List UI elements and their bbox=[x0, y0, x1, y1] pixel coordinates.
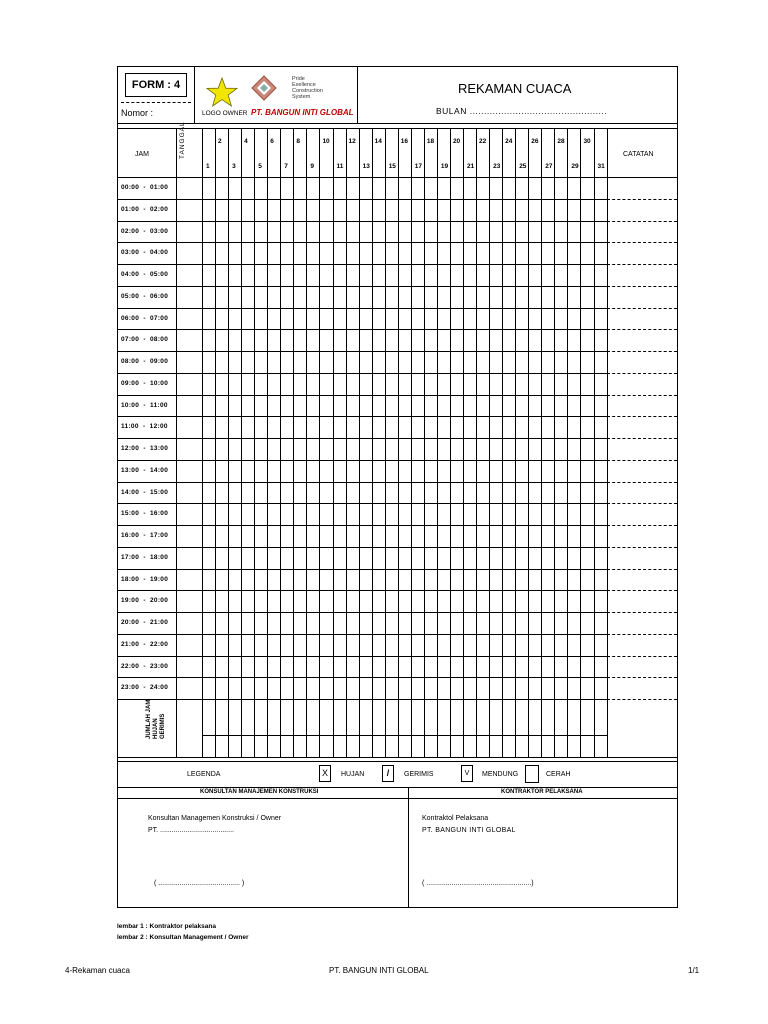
day-number: 26 bbox=[531, 138, 539, 145]
time-slot-label: 02:00 - 03:00 bbox=[121, 227, 169, 235]
row-line bbox=[118, 460, 607, 461]
star-icon bbox=[206, 77, 238, 107]
row-line bbox=[118, 612, 607, 613]
footer-page-number: 1/1 bbox=[688, 966, 700, 975]
time-slot-label: 07:00 - 08:00 bbox=[121, 336, 169, 344]
catatan-row-line bbox=[607, 221, 677, 222]
time-slot-label: 06:00 - 07:00 bbox=[121, 314, 169, 322]
catatan-row-line bbox=[607, 482, 677, 483]
konsultan-header: KONSULTAN MANAJEMEN KONSTRUKSI bbox=[200, 789, 319, 795]
catatan-row-line bbox=[607, 395, 677, 396]
konsultan-signature: ( .......................................... ) bbox=[154, 880, 245, 887]
note-lembar-1: lembar 1 : Kontraktor pelaksana bbox=[117, 923, 216, 930]
time-slot-label: 13:00 - 14:00 bbox=[121, 466, 169, 474]
day-number: 28 bbox=[557, 138, 565, 145]
day-column-line bbox=[502, 128, 503, 757]
day-column-line bbox=[385, 128, 386, 757]
company-logo-icon bbox=[251, 75, 277, 101]
time-slot-label: 17:00 - 18:00 bbox=[121, 553, 169, 561]
catatan-row-line bbox=[607, 547, 677, 548]
jam-header: JAM bbox=[135, 151, 149, 158]
day-column-line bbox=[541, 128, 542, 757]
time-slot-label: 15:00 - 16:00 bbox=[121, 510, 169, 518]
day-number: 27 bbox=[545, 163, 553, 170]
mendung-symbol-box: V bbox=[461, 765, 473, 782]
catatan-row-line bbox=[607, 569, 677, 570]
day-number: 3 bbox=[232, 163, 236, 170]
time-slot-label: 10:00 - 11:00 bbox=[121, 401, 168, 409]
day-column-line bbox=[319, 128, 320, 757]
catatan-row-line bbox=[607, 438, 677, 439]
time-slot-label: 03:00 - 04:00 bbox=[121, 249, 169, 257]
day-number: 19 bbox=[440, 163, 449, 170]
header-bottom-line bbox=[118, 177, 677, 178]
row-line bbox=[118, 547, 607, 548]
time-slot-label: 11:00 - 12:00 bbox=[121, 423, 168, 431]
day-column-line bbox=[594, 128, 595, 757]
row-line bbox=[118, 221, 607, 222]
row-line bbox=[118, 329, 607, 330]
time-slot-label: 01:00 - 02:00 bbox=[121, 205, 169, 213]
company-logo-name: PT. BANGUN INTI GLOBAL bbox=[251, 108, 354, 117]
day-number: 12 bbox=[348, 138, 356, 145]
row-line bbox=[118, 503, 607, 504]
form-number-box: FORM : 4 bbox=[125, 73, 187, 97]
day-number: 18 bbox=[426, 138, 435, 145]
hujan-legend-text: HUJAN bbox=[341, 771, 365, 778]
day-column-line bbox=[554, 128, 555, 757]
time-slot-label: 05:00 - 06:00 bbox=[121, 292, 169, 300]
day-column-line bbox=[202, 128, 203, 757]
catatan-header: CATATAN bbox=[623, 151, 654, 158]
row-line bbox=[118, 199, 607, 200]
day-number: 13 bbox=[362, 163, 370, 170]
page-title: REKAMAN CUACA bbox=[458, 81, 572, 96]
time-slot-label: 14:00 - 15:00 bbox=[121, 488, 169, 496]
day-number: 10 bbox=[322, 138, 330, 145]
time-slot-label: 19:00 - 20:00 bbox=[121, 597, 169, 605]
day-column-line bbox=[254, 128, 255, 757]
catatan-row-line bbox=[607, 525, 677, 526]
day-number: 25 bbox=[519, 163, 527, 170]
time-slot-label: 21:00 - 22:00 bbox=[121, 640, 169, 648]
day-number: 30 bbox=[583, 138, 591, 145]
day-column-line bbox=[437, 128, 438, 757]
day-column-line bbox=[450, 128, 451, 757]
day-column-line bbox=[228, 128, 229, 757]
day-number: 1 bbox=[206, 163, 210, 170]
header-divider-2 bbox=[357, 67, 358, 123]
day-number: 5 bbox=[258, 163, 262, 170]
day-column-line bbox=[476, 128, 477, 757]
catatan-row-line bbox=[607, 677, 677, 678]
day-column-line bbox=[372, 128, 373, 757]
time-slot-label: 08:00 - 09:00 bbox=[121, 358, 169, 365]
catatan-row-line bbox=[607, 699, 677, 700]
day-number: 17 bbox=[414, 163, 423, 170]
day-number: 15 bbox=[388, 163, 396, 170]
footer-document-name: 4-Rekaman cuaca bbox=[65, 966, 130, 975]
signature-divider bbox=[408, 787, 409, 908]
day-number: 9 bbox=[310, 163, 315, 170]
catatan-row-line bbox=[607, 373, 677, 374]
form-header bbox=[118, 67, 677, 124]
day-column-line bbox=[463, 128, 464, 757]
time-slot-label: 09:00 - 10:00 bbox=[121, 379, 169, 387]
summary-mid-line bbox=[202, 735, 607, 736]
row-line bbox=[118, 590, 607, 591]
row-line bbox=[118, 677, 607, 678]
time-slot-label: 22:00 - 23:00 bbox=[121, 662, 169, 670]
day-column-line bbox=[215, 128, 216, 757]
bulan-field: BULAN ................................................ bbox=[436, 106, 608, 116]
konsultan-company: PT. ...................................... bbox=[148, 827, 234, 834]
weather-record-form bbox=[117, 66, 678, 908]
day-column-line bbox=[411, 128, 412, 757]
signature-top-line bbox=[118, 787, 677, 788]
day-number: 11 bbox=[336, 163, 344, 170]
catatan-row-line bbox=[607, 656, 677, 657]
catatan-row-line bbox=[607, 503, 677, 504]
row-line bbox=[118, 416, 607, 417]
row-line bbox=[118, 242, 607, 243]
day-number: 22 bbox=[479, 138, 487, 145]
summary-label: JUMLAH JAM HUJAN GERIMIS bbox=[146, 699, 166, 739]
catatan-row-line bbox=[607, 634, 677, 635]
day-number: 20 bbox=[452, 138, 461, 145]
day-column-line bbox=[306, 128, 307, 757]
day-number: 8 bbox=[296, 138, 300, 145]
day-number: 31 bbox=[597, 163, 605, 170]
company-tagline: Pride Exellence Construction System bbox=[292, 76, 323, 100]
day-column-line bbox=[267, 128, 268, 757]
kontraktor-company: PT. BANGUN INTI GLOBAL bbox=[422, 827, 516, 834]
time-slot-label: 18:00 - 19:00 bbox=[121, 575, 169, 583]
catatan-row-line bbox=[607, 460, 677, 461]
summary-bottom-line bbox=[118, 757, 677, 758]
row-line bbox=[118, 525, 607, 526]
row-line bbox=[118, 482, 607, 483]
row-line bbox=[118, 699, 607, 700]
catatan-row-line bbox=[607, 329, 677, 330]
catatan-row-line bbox=[607, 416, 677, 417]
day-number: 2 bbox=[218, 138, 222, 145]
row-line bbox=[118, 373, 607, 374]
gerimis-symbol-box: / bbox=[382, 765, 394, 782]
day-column-line bbox=[398, 128, 399, 757]
catatan-row-line bbox=[607, 199, 677, 200]
nomor-divider bbox=[121, 102, 191, 103]
day-column-line bbox=[515, 128, 516, 757]
day-number: 14 bbox=[374, 138, 382, 145]
catatan-row-line bbox=[607, 351, 677, 352]
cerah-symbol-box bbox=[525, 765, 539, 783]
row-line bbox=[118, 286, 607, 287]
gerimis-legend-text: GERIMIS bbox=[404, 771, 434, 778]
day-column-line bbox=[359, 128, 360, 757]
footer-company: PT. BANGUN INTI GLOBAL bbox=[329, 966, 429, 975]
day-number: 16 bbox=[400, 138, 408, 145]
row-line bbox=[118, 634, 607, 635]
day-number: 21 bbox=[467, 163, 475, 170]
day-column-line bbox=[424, 128, 425, 757]
row-line bbox=[118, 308, 607, 309]
catatan-row-line bbox=[607, 308, 677, 309]
mendung-legend-text: MENDUNG bbox=[482, 771, 519, 778]
row-line bbox=[118, 569, 607, 570]
catatan-row-line bbox=[607, 242, 677, 243]
day-number: 7 bbox=[284, 163, 288, 170]
cerah-legend-text: CERAH bbox=[546, 771, 571, 778]
note-lembar-2: lembar 2 : Konsultan Management / Owner bbox=[117, 934, 249, 941]
day-column-line bbox=[346, 128, 347, 757]
day-column-line bbox=[607, 128, 608, 757]
signature-header-line bbox=[118, 798, 677, 799]
catatan-row-line bbox=[607, 590, 677, 591]
catatan-row-line bbox=[607, 612, 677, 613]
logo-owner-label: LOGO OWNER bbox=[202, 110, 248, 117]
day-column-line bbox=[567, 128, 568, 757]
time-slot-label: 23:00 - 24:00 bbox=[121, 684, 169, 692]
time-slot-label: 20:00 - 21:00 bbox=[121, 619, 169, 626]
kontraktor-role: Kontraktol Pelaksana bbox=[422, 815, 489, 822]
time-slot-label: 00:00 - 01:00 bbox=[121, 184, 169, 191]
konsultan-role: Konsultan Managemen Konstruksi / Owner bbox=[148, 815, 282, 822]
tanggal-header: TANGGAL bbox=[179, 121, 186, 159]
nomor-label: Nomor : bbox=[121, 108, 154, 118]
day-number: 6 bbox=[270, 138, 274, 145]
day-column-line bbox=[280, 128, 281, 757]
day-column-line bbox=[580, 128, 581, 757]
catatan-row-line bbox=[607, 264, 677, 265]
catatan-row-line bbox=[607, 286, 677, 287]
legend-top-line bbox=[118, 761, 677, 762]
row-line bbox=[118, 264, 607, 265]
day-number: 24 bbox=[505, 138, 513, 145]
day-column-line bbox=[333, 128, 334, 757]
day-column-line bbox=[293, 128, 294, 757]
day-number: 29 bbox=[571, 163, 579, 170]
kontraktor-header: KONTRAKTOR PELAKSANA bbox=[501, 789, 583, 795]
row-line bbox=[118, 351, 607, 352]
time-slot-label: 04:00 - 05:00 bbox=[121, 271, 169, 278]
row-line bbox=[118, 438, 607, 439]
time-slot-label: 12:00 - 13:00 bbox=[121, 445, 169, 452]
day-number: 23 bbox=[493, 163, 501, 170]
day-column-line bbox=[528, 128, 529, 757]
row-line bbox=[118, 656, 607, 657]
legend-label: LEGENDA bbox=[187, 771, 221, 778]
tanggal-column-line bbox=[176, 128, 177, 757]
kontraktor-signature: ( ......................................................) bbox=[422, 880, 534, 887]
time-slot-label: 16:00 - 17:00 bbox=[121, 532, 169, 539]
row-line bbox=[118, 395, 607, 396]
day-column-line bbox=[489, 128, 490, 757]
day-column-line bbox=[241, 128, 242, 757]
header-divider-1 bbox=[194, 67, 195, 123]
day-number: 4 bbox=[244, 138, 248, 145]
hujan-symbol-box: X bbox=[319, 765, 331, 782]
